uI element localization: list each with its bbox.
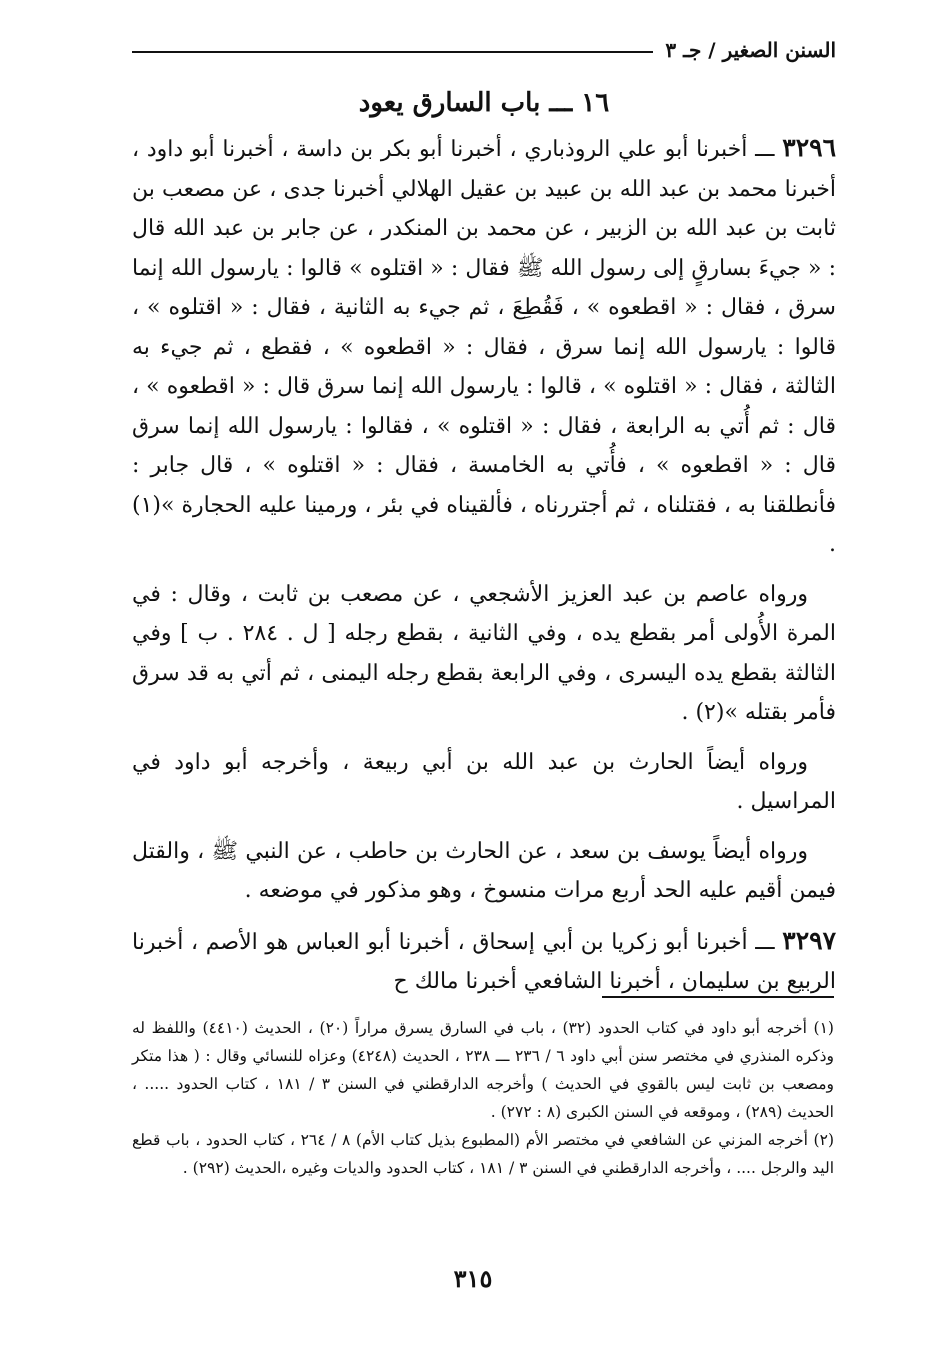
page-number: ٣١٥: [453, 1264, 493, 1293]
paragraph-text: ورواه عاصم بن عبد العزيز الأشجعي ، عن مصعب بن ثابت ، وقال : في المرة الأُولى أمر بقطع يده ، وفي الثانية ، بقطع رجله [ ل . ٢٨٤ . ب ] وفي الثالثة بقطع يده اليسرى ، وفي الرابعة بقطع رجله اليمنى ، ثم أتي به قد سرق فأمر بقتله »(٢) .: [132, 581, 836, 725]
footnotes: [132, 1014, 834, 1182]
paragraph-text: ـــ أخبرنا أبو زكريا بن أبي إسحاق ، أخبرنا أبو العباس هو الأصم ، أخبرنا الربيع بن سليمان ، أخبرنا الشافعي أخبرنا مالك ح: [132, 929, 836, 994]
header-rule: [132, 51, 653, 53]
hadith-paragraph: [132, 128, 836, 565]
commentary-paragraph: [132, 832, 836, 911]
commentary-paragraph: [132, 575, 836, 733]
running-head-title: السنن الصغير / جـ ٣: [665, 38, 836, 62]
hadith-number: ٣٢٩٧: [782, 925, 836, 955]
hadith-number: ٣٢٩٦: [782, 133, 836, 162]
main-text: [132, 128, 836, 1002]
chapter-title: ١٦ ـــ باب السارق يعود: [358, 88, 610, 118]
paragraph-text: ورواه أيضاً الحارث بن عبد الله بن أبي ربيعة ، وأخرجه أبو داود في المراسيل .: [132, 749, 836, 814]
commentary-paragraph: [132, 743, 836, 822]
paragraph-text: ـــ أخبرنا أبو علي الروذباري ، أخبرنا أبو بكر بن داسة ، أخبرنا أبو داود ، أخبرنا محمد بن عبد الله بن عبيد بن عقيل الهلالي أخبرنا جدى ، عن مصعب بن ثابت بن عبد الله بن الزبير ، عن محمد بن المنكدر ، عن جابر بن عبد الله قال : « جيءَ بسارقٍ إلى رسول الله ﷺ فقال : « اقتلوه » قالوا : يارسول الله إنما سرق ، فقال : « اقطعوه » ، فَقُطِعَ ، ثم جيء به الثانية ، فقال : « اقتلوه » ، قالوا : يارسول الله إنما سرق ، فقال : « اقطعوه » ، فقطع ، ثم جيء به الثالثة ، فقال : « اقتلوه » ، قالوا : يارسول الله إنما سرق قال : « اقطعوه » ، قال : ثم أُتي به الرابعة ، فقال : « اقتلوه » ، فقالوا : يارسول الله إنما سرق قال : « اقطعوه » ، فأُتي به الخامسة ، فقال : « اقتلوه » ، قال جابر : فأنطلقنا به ، فقتلناه ، ثم أجتررناه ، فألقيناه في بئر ، ورمينا عليه الحجارة »(١) .: [132, 137, 836, 557]
paragraph-text: ورواه أيضاً يوسف بن سعد ، عن الحارث بن حاطب ، عن النبي ﷺ ، والقتل فيمن أقيم عليه الحد أربع مرات منسوخ ، وهو مذكور في موضعه .: [132, 838, 836, 903]
hadith-paragraph: [132, 921, 836, 1002]
footnote: (١) أخرجه أبو داود في كتاب الحدود (٣٢) ، باب في السارق يسرق مراراً (٢٠) ، الحديث (٤٤١٠) واللفظ له وذكره المنذري في مختصر سنن أبي داود ٦ / ٢٣٦ ـــ ٢٣٨ ، الحديث (٤٢٤٨) وعزاه للنسائي وقال : ( هذا متكر ومصعب بن ثابت ليس بالقوي في الحديث ) وأخرجه الدارقطني في السنن ٣ / ١٨١ ، كتاب الحدود ..... ، الحديث (٢٨٩) ، وموقعه في السنن الكبرى (٨ : ٢٧٢) .: [132, 1019, 835, 1121]
running-head: [132, 28, 836, 72]
footnote-rule: [602, 996, 834, 998]
footnote: (٢) أخرجه المزني عن الشافعي في مختصر الأم (المطبوع بذيل كتاب الأم) ٨ / ٢٦٤ ، كتاب الحدود ، باب قطع اليد والرجل .... ، وأخرجه الدارقطني في السنن ٣ / ١٨١ ، كتاب الحدود والديات وغيره ،الحديث (٢٩٢) .: [132, 1131, 834, 1177]
